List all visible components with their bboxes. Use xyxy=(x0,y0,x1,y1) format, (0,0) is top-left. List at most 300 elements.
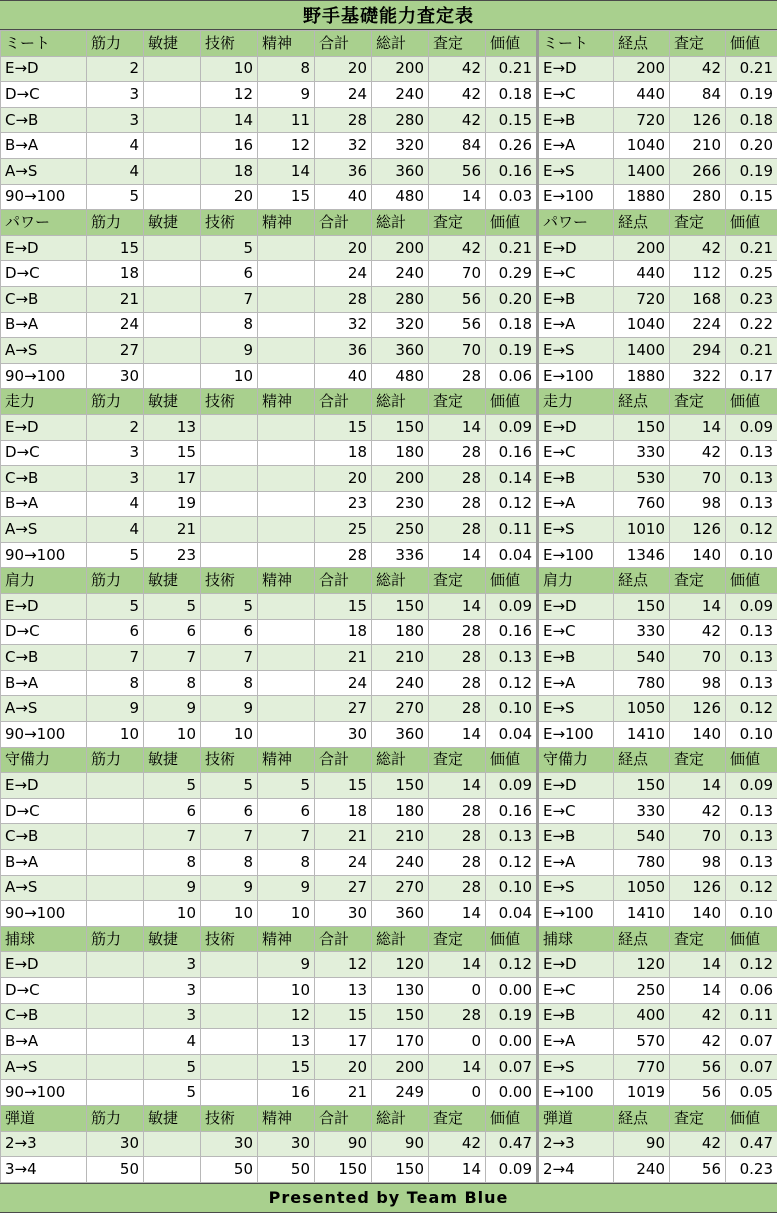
value-cell: 8 xyxy=(258,850,315,876)
value-cell: 0.16 xyxy=(486,798,538,824)
table-row xyxy=(1,1003,777,1029)
value-cell: 0.12 xyxy=(486,670,538,696)
value-cell: 0.18 xyxy=(486,312,538,338)
table-row xyxy=(1,184,777,210)
value-cell: 150 xyxy=(372,594,429,620)
value-cell: 28 xyxy=(429,670,486,696)
cumulative-value-cell: 0.25 xyxy=(726,261,777,287)
value-cell: 320 xyxy=(372,312,429,338)
value-cell: 6 xyxy=(201,261,258,287)
cumulative-value-cell: 1400 xyxy=(614,338,670,364)
value-cell: 42 xyxy=(429,235,486,261)
value-cell: 20 xyxy=(315,466,372,492)
column-header: 経点 xyxy=(614,31,670,57)
rank-cell: A→S xyxy=(1,1054,87,1080)
value-cell: 21 xyxy=(315,1080,372,1106)
value-cell: 10 xyxy=(144,722,201,748)
cumulative-value-cell: 140 xyxy=(670,542,726,568)
cumulative-rank-cell: E→100 xyxy=(538,901,614,927)
column-header: 総計 xyxy=(372,926,429,952)
value-cell: 9 xyxy=(144,875,201,901)
column-header: 敏捷 xyxy=(144,1105,201,1131)
column-header: 精神 xyxy=(258,568,315,594)
value-cell: 150 xyxy=(372,773,429,799)
value-cell xyxy=(201,542,258,568)
value-cell: 9 xyxy=(201,875,258,901)
value-cell: 8 xyxy=(87,670,144,696)
value-cell: 0.04 xyxy=(486,722,538,748)
value-cell: 14 xyxy=(258,158,315,184)
rank-cell: D→C xyxy=(1,619,87,645)
rank-cell: 90→100 xyxy=(1,722,87,748)
column-header: 価値 xyxy=(486,31,538,57)
value-cell: 56 xyxy=(429,158,486,184)
value-cell: 15 xyxy=(144,440,201,466)
value-cell: 42 xyxy=(429,1131,486,1157)
value-cell: 0.15 xyxy=(486,107,538,133)
rank-cell: 90→100 xyxy=(1,901,87,927)
section-name: 捕球 xyxy=(1,926,87,952)
cumulative-rank-cell: E→C xyxy=(538,440,614,466)
value-cell: 360 xyxy=(372,338,429,364)
value-cell: 9 xyxy=(258,952,315,978)
column-header: 査定 xyxy=(429,568,486,594)
value-cell: 270 xyxy=(372,696,429,722)
value-cell: 8 xyxy=(258,56,315,82)
value-cell xyxy=(87,798,144,824)
cumulative-value-cell: 84 xyxy=(670,82,726,108)
rank-cell: A→S xyxy=(1,696,87,722)
cumulative-value-cell: 112 xyxy=(670,261,726,287)
column-header: 敏捷 xyxy=(144,389,201,415)
section-header-row xyxy=(1,210,777,236)
value-cell: 210 xyxy=(372,824,429,850)
column-header: 合計 xyxy=(315,568,372,594)
value-cell: 9 xyxy=(201,696,258,722)
table-row xyxy=(1,56,777,82)
cumulative-value-cell: 0.12 xyxy=(726,952,777,978)
value-cell: 0.19 xyxy=(486,1003,538,1029)
value-cell xyxy=(87,1029,144,1055)
value-cell: 0.47 xyxy=(486,1131,538,1157)
cumulative-value-cell: 0.20 xyxy=(726,133,777,159)
value-cell: 0.13 xyxy=(486,645,538,671)
column-header: 査定 xyxy=(670,926,726,952)
value-cell: 50 xyxy=(258,1157,315,1183)
cumulative-rank-cell: E→100 xyxy=(538,184,614,210)
value-cell: 150 xyxy=(315,1157,372,1183)
cumulative-value-cell: 70 xyxy=(670,645,726,671)
value-cell: 0.14 xyxy=(486,466,538,492)
cumulative-value-cell: 540 xyxy=(614,645,670,671)
column-header: 価値 xyxy=(726,31,777,57)
cumulative-value-cell: 126 xyxy=(670,107,726,133)
value-cell: 0.13 xyxy=(486,824,538,850)
value-cell: 14 xyxy=(201,107,258,133)
value-cell: 36 xyxy=(315,338,372,364)
value-cell: 0.19 xyxy=(486,338,538,364)
value-cell: 14 xyxy=(429,1054,486,1080)
value-cell: 11 xyxy=(258,107,315,133)
cumulative-value-cell: 0.09 xyxy=(726,594,777,620)
value-cell: 6 xyxy=(144,798,201,824)
rank-cell: 2→3 xyxy=(1,1131,87,1157)
value-cell: 6 xyxy=(144,619,201,645)
column-header: 価値 xyxy=(486,210,538,236)
column-header: 技術 xyxy=(201,926,258,952)
value-cell: 9 xyxy=(144,696,201,722)
rank-cell: 90→100 xyxy=(1,184,87,210)
section-name: 守備力 xyxy=(538,747,614,773)
value-cell: 0.09 xyxy=(486,594,538,620)
cumulative-value-cell: 150 xyxy=(614,594,670,620)
value-cell: 120 xyxy=(372,952,429,978)
column-header: 価値 xyxy=(726,389,777,415)
table-row xyxy=(1,312,777,338)
value-cell: 30 xyxy=(315,901,372,927)
table-row xyxy=(1,619,777,645)
table-row xyxy=(1,286,777,312)
value-cell: 0.00 xyxy=(486,977,538,1003)
value-cell xyxy=(258,542,315,568)
cumulative-value-cell: 0.13 xyxy=(726,619,777,645)
value-cell: 7 xyxy=(144,645,201,671)
value-cell xyxy=(87,773,144,799)
section-name: 肩力 xyxy=(538,568,614,594)
value-cell: 130 xyxy=(372,977,429,1003)
value-cell: 0.09 xyxy=(486,1157,538,1183)
cumulative-value-cell: 200 xyxy=(614,56,670,82)
cumulative-rank-cell: E→D xyxy=(538,952,614,978)
section-name: 守備力 xyxy=(1,747,87,773)
cumulative-value-cell: 1019 xyxy=(614,1080,670,1106)
cumulative-value-cell: 280 xyxy=(670,184,726,210)
cumulative-value-cell: 98 xyxy=(670,850,726,876)
value-cell: 480 xyxy=(372,363,429,389)
cumulative-rank-cell: E→A xyxy=(538,312,614,338)
table-row xyxy=(1,440,777,466)
value-cell xyxy=(258,363,315,389)
cumulative-rank-cell: E→B xyxy=(538,645,614,671)
value-cell: 15 xyxy=(315,594,372,620)
cumulative-value-cell: 210 xyxy=(670,133,726,159)
value-cell: 28 xyxy=(315,107,372,133)
cumulative-value-cell: 0.13 xyxy=(726,824,777,850)
value-cell: 10 xyxy=(258,901,315,927)
value-cell xyxy=(144,82,201,108)
value-cell xyxy=(258,414,315,440)
cumulative-value-cell: 0.07 xyxy=(726,1054,777,1080)
value-cell: 90 xyxy=(315,1131,372,1157)
value-cell xyxy=(201,977,258,1003)
value-cell: 5 xyxy=(201,773,258,799)
cumulative-rank-cell: E→C xyxy=(538,619,614,645)
cumulative-value-cell: 42 xyxy=(670,798,726,824)
value-cell: 24 xyxy=(315,670,372,696)
column-header: 合計 xyxy=(315,389,372,415)
value-cell xyxy=(144,158,201,184)
column-header: 筋力 xyxy=(87,31,144,57)
value-cell: 30 xyxy=(258,1131,315,1157)
value-cell: 12 xyxy=(258,1003,315,1029)
cumulative-value-cell: 294 xyxy=(670,338,726,364)
value-cell: 0.26 xyxy=(486,133,538,159)
cumulative-value-cell: 1880 xyxy=(614,184,670,210)
section-name: ミート xyxy=(538,31,614,57)
value-cell: 0.21 xyxy=(486,56,538,82)
value-cell: 0.16 xyxy=(486,158,538,184)
value-cell xyxy=(201,414,258,440)
cumulative-rank-cell: 2→4 xyxy=(538,1157,614,1183)
value-cell: 28 xyxy=(429,875,486,901)
column-header: 精神 xyxy=(258,747,315,773)
value-cell: 150 xyxy=(372,414,429,440)
value-cell: 0.04 xyxy=(486,542,538,568)
column-header: 査定 xyxy=(670,1105,726,1131)
value-cell: 336 xyxy=(372,542,429,568)
cumulative-value-cell: 0.13 xyxy=(726,440,777,466)
value-cell: 20 xyxy=(315,1054,372,1080)
value-cell xyxy=(258,440,315,466)
table-row xyxy=(1,1054,777,1080)
value-cell: 250 xyxy=(372,517,429,543)
value-cell: 480 xyxy=(372,184,429,210)
column-header: 総計 xyxy=(372,210,429,236)
column-header: 精神 xyxy=(258,926,315,952)
cumulative-value-cell: 266 xyxy=(670,158,726,184)
table-row xyxy=(1,338,777,364)
column-header: 技術 xyxy=(201,210,258,236)
rank-cell: A→S xyxy=(1,338,87,364)
table-row xyxy=(1,1131,777,1157)
table-row xyxy=(1,158,777,184)
value-cell: 0.18 xyxy=(486,82,538,108)
cumulative-value-cell: 0.21 xyxy=(726,56,777,82)
cumulative-value-cell: 0.11 xyxy=(726,1003,777,1029)
value-cell: 14 xyxy=(429,901,486,927)
column-header: 合計 xyxy=(315,747,372,773)
table-row xyxy=(1,466,777,492)
column-header: 査定 xyxy=(670,747,726,773)
value-cell: 200 xyxy=(372,56,429,82)
value-cell: 5 xyxy=(87,184,144,210)
value-cell: 28 xyxy=(429,517,486,543)
value-cell: 8 xyxy=(201,850,258,876)
value-cell: 240 xyxy=(372,261,429,287)
value-cell: 0.12 xyxy=(486,952,538,978)
value-cell xyxy=(258,670,315,696)
cumulative-value-cell: 1040 xyxy=(614,312,670,338)
section-name: ミート xyxy=(1,31,87,57)
column-header: 査定 xyxy=(429,31,486,57)
cumulative-rank-cell: E→S xyxy=(538,875,614,901)
column-header: 価値 xyxy=(726,747,777,773)
value-cell xyxy=(258,466,315,492)
section-header-row xyxy=(1,31,777,57)
cumulative-value-cell: 98 xyxy=(670,670,726,696)
cumulative-value-cell: 200 xyxy=(614,235,670,261)
value-cell: 270 xyxy=(372,875,429,901)
column-header: 敏捷 xyxy=(144,747,201,773)
rank-cell: D→C xyxy=(1,82,87,108)
value-cell: 6 xyxy=(258,798,315,824)
cumulative-rank-cell: E→S xyxy=(538,696,614,722)
value-cell: 28 xyxy=(429,824,486,850)
value-cell: 40 xyxy=(315,363,372,389)
cumulative-rank-cell: E→A xyxy=(538,1029,614,1055)
cumulative-value-cell: 330 xyxy=(614,619,670,645)
value-cell: 28 xyxy=(429,466,486,492)
cumulative-rank-cell: E→100 xyxy=(538,1080,614,1106)
value-cell xyxy=(144,363,201,389)
table-row xyxy=(1,850,777,876)
value-cell: 4 xyxy=(87,491,144,517)
cumulative-rank-cell: E→D xyxy=(538,594,614,620)
value-cell xyxy=(144,286,201,312)
column-header: 敏捷 xyxy=(144,568,201,594)
value-cell xyxy=(258,491,315,517)
rank-cell: B→A xyxy=(1,850,87,876)
cumulative-value-cell: 330 xyxy=(614,440,670,466)
table-row xyxy=(1,696,777,722)
value-cell: 28 xyxy=(315,542,372,568)
cumulative-value-cell: 14 xyxy=(670,773,726,799)
value-cell: 10 xyxy=(201,901,258,927)
rank-cell: C→B xyxy=(1,824,87,850)
assessment-table xyxy=(0,30,777,1183)
value-cell: 56 xyxy=(429,312,486,338)
cumulative-value-cell: 0.09 xyxy=(726,414,777,440)
cumulative-value-cell: 0.19 xyxy=(726,82,777,108)
column-header: 技術 xyxy=(201,568,258,594)
cumulative-value-cell: 250 xyxy=(614,977,670,1003)
value-cell: 230 xyxy=(372,491,429,517)
section-header-row xyxy=(1,747,777,773)
column-header: 総計 xyxy=(372,31,429,57)
column-header: 査定 xyxy=(670,568,726,594)
rank-cell: C→B xyxy=(1,1003,87,1029)
value-cell xyxy=(144,338,201,364)
column-header: 筋力 xyxy=(87,1105,144,1131)
cumulative-rank-cell: E→A xyxy=(538,850,614,876)
cumulative-value-cell: 780 xyxy=(614,670,670,696)
column-header: 経点 xyxy=(614,210,670,236)
rank-cell: C→B xyxy=(1,466,87,492)
value-cell xyxy=(144,56,201,82)
cumulative-value-cell: 1880 xyxy=(614,363,670,389)
value-cell: 0.07 xyxy=(486,1054,538,1080)
cumulative-value-cell: 0.21 xyxy=(726,338,777,364)
cumulative-rank-cell: E→D xyxy=(538,56,614,82)
table-row xyxy=(1,82,777,108)
table-row xyxy=(1,875,777,901)
value-cell: 4 xyxy=(87,158,144,184)
value-cell: 14 xyxy=(429,1157,486,1183)
cumulative-rank-cell: E→A xyxy=(538,670,614,696)
column-header: 価値 xyxy=(726,1105,777,1131)
rank-cell: E→D xyxy=(1,56,87,82)
value-cell: 18 xyxy=(315,619,372,645)
cumulative-rank-cell: E→B xyxy=(538,1003,614,1029)
value-cell: 8 xyxy=(144,850,201,876)
cumulative-rank-cell: E→S xyxy=(538,158,614,184)
value-cell: 240 xyxy=(372,850,429,876)
cumulative-value-cell: 56 xyxy=(670,1054,726,1080)
cumulative-rank-cell: E→B xyxy=(538,466,614,492)
cumulative-rank-cell: E→C xyxy=(538,798,614,824)
cumulative-value-cell: 0.17 xyxy=(726,363,777,389)
cumulative-value-cell: 126 xyxy=(670,696,726,722)
value-cell: 9 xyxy=(258,875,315,901)
cumulative-value-cell: 98 xyxy=(670,491,726,517)
value-cell: 27 xyxy=(87,338,144,364)
cumulative-rank-cell: E→A xyxy=(538,133,614,159)
column-header: 価値 xyxy=(726,568,777,594)
value-cell: 21 xyxy=(315,824,372,850)
value-cell: 50 xyxy=(87,1157,144,1183)
column-header: 総計 xyxy=(372,568,429,594)
rank-cell: E→D xyxy=(1,235,87,261)
rank-cell: E→D xyxy=(1,952,87,978)
rank-cell: E→D xyxy=(1,594,87,620)
cumulative-value-cell: 0.13 xyxy=(726,466,777,492)
value-cell: 14 xyxy=(429,722,486,748)
cumulative-rank-cell: E→S xyxy=(538,338,614,364)
cumulative-value-cell: 0.13 xyxy=(726,850,777,876)
value-cell: 27 xyxy=(315,875,372,901)
rank-cell: B→A xyxy=(1,670,87,696)
value-cell: 7 xyxy=(144,824,201,850)
cumulative-rank-cell: E→B xyxy=(538,824,614,850)
column-header: 査定 xyxy=(429,210,486,236)
value-cell: 15 xyxy=(315,1003,372,1029)
value-cell: 180 xyxy=(372,798,429,824)
value-cell: 28 xyxy=(429,798,486,824)
value-cell: 14 xyxy=(429,414,486,440)
value-cell: 0.09 xyxy=(486,414,538,440)
value-cell: 0.12 xyxy=(486,850,538,876)
value-cell xyxy=(87,875,144,901)
cumulative-value-cell: 56 xyxy=(670,1157,726,1183)
cumulative-value-cell: 70 xyxy=(670,466,726,492)
column-header: 技術 xyxy=(201,747,258,773)
value-cell: 14 xyxy=(429,594,486,620)
table-row xyxy=(1,542,777,568)
value-cell: 30 xyxy=(315,722,372,748)
value-cell xyxy=(258,645,315,671)
value-cell: 0.11 xyxy=(486,517,538,543)
table-row xyxy=(1,594,777,620)
value-cell: 10 xyxy=(87,722,144,748)
cumulative-value-cell: 0.23 xyxy=(726,1157,777,1183)
cumulative-rank-cell: E→S xyxy=(538,517,614,543)
value-cell: 13 xyxy=(144,414,201,440)
value-cell xyxy=(87,824,144,850)
column-header: 経点 xyxy=(614,389,670,415)
value-cell: 14 xyxy=(429,773,486,799)
value-cell xyxy=(258,338,315,364)
cumulative-value-cell: 1050 xyxy=(614,696,670,722)
value-cell: 0.00 xyxy=(486,1029,538,1055)
value-cell xyxy=(201,517,258,543)
value-cell: 18 xyxy=(201,158,258,184)
table-row xyxy=(1,235,777,261)
cumulative-value-cell: 770 xyxy=(614,1054,670,1080)
cumulative-value-cell: 126 xyxy=(670,875,726,901)
value-cell: 0.12 xyxy=(486,491,538,517)
cumulative-value-cell: 0.13 xyxy=(726,670,777,696)
value-cell: 7 xyxy=(201,645,258,671)
